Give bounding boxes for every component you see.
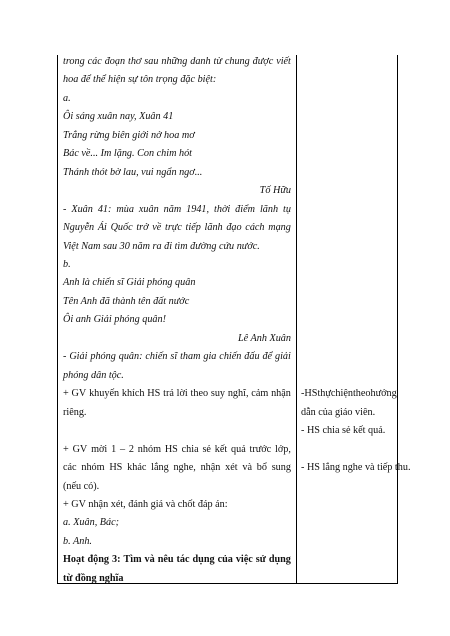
word: nghĩ,: [227, 388, 249, 399]
word: đạo: [226, 222, 242, 233]
word: quân:: [118, 351, 143, 362]
word: dụng: [268, 554, 291, 565]
word: khích: [121, 388, 145, 399]
word: được: [252, 56, 274, 67]
word: cách: [245, 222, 265, 233]
hs-1-line-2: dẫn của giáo viên.: [301, 407, 376, 418]
word: GV: [72, 444, 88, 455]
word: GV: [71, 388, 87, 399]
intro-line-1: [63, 56, 291, 68]
word: trả: [163, 388, 174, 399]
author-a: Tố Hữu: [259, 185, 291, 196]
activity-heading-line-2: từ đồng nghĩa: [63, 573, 124, 584]
gv-2-line-1: [63, 444, 291, 456]
answer-b: b. Anh.: [63, 536, 92, 547]
word: dụng: [192, 554, 215, 565]
word: lời: [176, 388, 188, 399]
word: –: [119, 444, 126, 455]
gv-1-line-1: [63, 388, 291, 400]
gv-3: + GV nhận xét, đánh giá và chốt đáp án:: [63, 499, 228, 510]
word: xuân: [138, 204, 159, 215]
word: hiện: [335, 388, 353, 399]
word: nhận: [271, 388, 291, 399]
word: HS: [304, 388, 318, 399]
word: Quốc: [110, 222, 133, 233]
word: và: [144, 554, 155, 565]
word: suy: [210, 388, 226, 399]
word: sĩ: [170, 351, 178, 362]
word: bổ: [256, 462, 267, 473]
word: khác: [127, 462, 147, 473]
word: -: [63, 351, 67, 362]
word: chiến: [219, 351, 242, 362]
column-divider: [296, 55, 297, 583]
word: sau: [144, 56, 159, 67]
intro-line-2: hoa để thể hiện sự tôn trọng đặc biệt:: [63, 74, 217, 85]
word: trong: [63, 56, 85, 67]
word: mời: [91, 444, 108, 455]
word: thời: [214, 204, 231, 215]
poem-b-line-3: Ôi anh Giải phóng quân!: [63, 314, 167, 325]
word: thực: [317, 388, 336, 399]
word: xét: [225, 462, 238, 473]
lesson-table: [57, 55, 411, 584]
word: 1: [111, 444, 117, 455]
word: viết: [276, 56, 291, 67]
word: theo: [190, 388, 209, 399]
word: động: [87, 554, 110, 565]
word: +: [63, 444, 69, 455]
word: 2: [128, 444, 134, 455]
word: tiếp: [185, 222, 201, 233]
word: và: [242, 462, 252, 473]
word: điểm: [235, 204, 255, 215]
hs-3: - HS lắng nghe và tiếp thu.: [301, 462, 411, 473]
poem-a-line-4: Thánh thót bờ lau, vui ngẩn ngơ...: [63, 167, 203, 178]
word: Nguyễn: [63, 222, 95, 233]
word: mạng: [268, 222, 291, 233]
word: nhận: [200, 462, 221, 473]
word: mùa: [116, 204, 134, 215]
word: đấu: [244, 351, 260, 362]
word: sung: [271, 462, 291, 473]
note-b-line-2: phóng dân tộc.: [63, 370, 124, 381]
word: HS: [164, 444, 178, 455]
word: việc: [235, 554, 253, 565]
label-b: b.: [63, 259, 71, 270]
word: HS: [147, 388, 161, 399]
word: 41:: [97, 204, 112, 215]
word: phóng: [90, 351, 116, 362]
word: những: [161, 56, 188, 67]
word: danh: [190, 56, 211, 67]
word: theo: [352, 388, 371, 399]
hs-1-line-1: [301, 388, 397, 400]
word: năm: [163, 204, 182, 215]
word: để: [262, 351, 273, 362]
gv-2-line-2: [63, 462, 291, 474]
word: chung: [224, 56, 250, 67]
word: của: [217, 554, 233, 565]
word: 1941,: [186, 204, 210, 215]
word: tham: [180, 351, 201, 362]
author-b: Lê Anh Xuân: [237, 333, 291, 344]
word: Hoạt: [63, 554, 85, 565]
poem-b-line-2: Tên Anh đã thành tên đất nước: [63, 296, 190, 307]
word: HS: [109, 462, 123, 473]
word: giải: [274, 351, 291, 362]
word: +: [63, 388, 69, 399]
word: kết: [214, 444, 228, 455]
word: sẻ: [202, 444, 211, 455]
poem-a-line-1: Ôi sáng xuân nay, Xuân 41: [63, 111, 174, 122]
word: -: [301, 388, 305, 399]
word: lãnh: [259, 204, 279, 215]
word: trở: [136, 222, 149, 233]
word: nêu: [157, 554, 174, 565]
word: về: [152, 222, 162, 233]
word: thơ: [127, 56, 142, 67]
word: lãnh: [204, 222, 223, 233]
word: tác: [176, 554, 190, 565]
word: các: [87, 56, 102, 67]
note-a-line-2: [63, 222, 291, 234]
word: nhóm: [137, 444, 161, 455]
word: quả: [231, 444, 246, 455]
word: Xuân: [71, 204, 93, 215]
poem-b-line-1: Anh là chiến sĩ Giải phóng quân: [63, 277, 196, 288]
note-a-line-1: [63, 204, 291, 216]
note-a-line-3: Việt Nam sau 30 năm ra đi tìm đường cứu nước.: [63, 241, 260, 252]
word: cảm: [251, 388, 269, 399]
word: đoạn: [104, 56, 126, 67]
poem-a-line-2: Trắng rừng biên giới nở hoa mơ: [63, 130, 195, 141]
gv-2-line-3: (nếu có).: [63, 481, 100, 492]
word: gia: [203, 351, 217, 362]
word: sử: [255, 554, 266, 565]
word: lớp,: [275, 444, 291, 455]
label-a: a.: [63, 93, 71, 104]
word: khuyến: [89, 388, 120, 399]
note-b-line-1: [63, 351, 291, 363]
word: -: [63, 204, 67, 215]
word: Ái: [97, 222, 107, 233]
word: trước: [249, 444, 272, 455]
word: tụ: [283, 204, 291, 215]
word: hướng: [370, 388, 397, 399]
word: các: [63, 462, 77, 473]
word: từ: [213, 56, 222, 67]
word: trực: [164, 222, 182, 233]
word: 3:: [111, 554, 121, 565]
word: Giải: [69, 351, 88, 362]
poem-a-line-3: Bác về... Im lặng. Con chim hót: [63, 148, 193, 159]
answer-a: a. Xuân, Bác;: [63, 517, 120, 528]
hs-2: - HS chia sẻ kết quả.: [301, 425, 386, 436]
word: nhóm: [81, 462, 105, 473]
activity-heading-line-1: [63, 554, 291, 566]
word: chia: [181, 444, 199, 455]
word: Tìm: [123, 554, 142, 565]
gv-1-line-2: riêng.: [63, 407, 87, 418]
word: nghe,: [173, 462, 196, 473]
word: lắng: [151, 462, 169, 473]
word: chiến: [145, 351, 168, 362]
